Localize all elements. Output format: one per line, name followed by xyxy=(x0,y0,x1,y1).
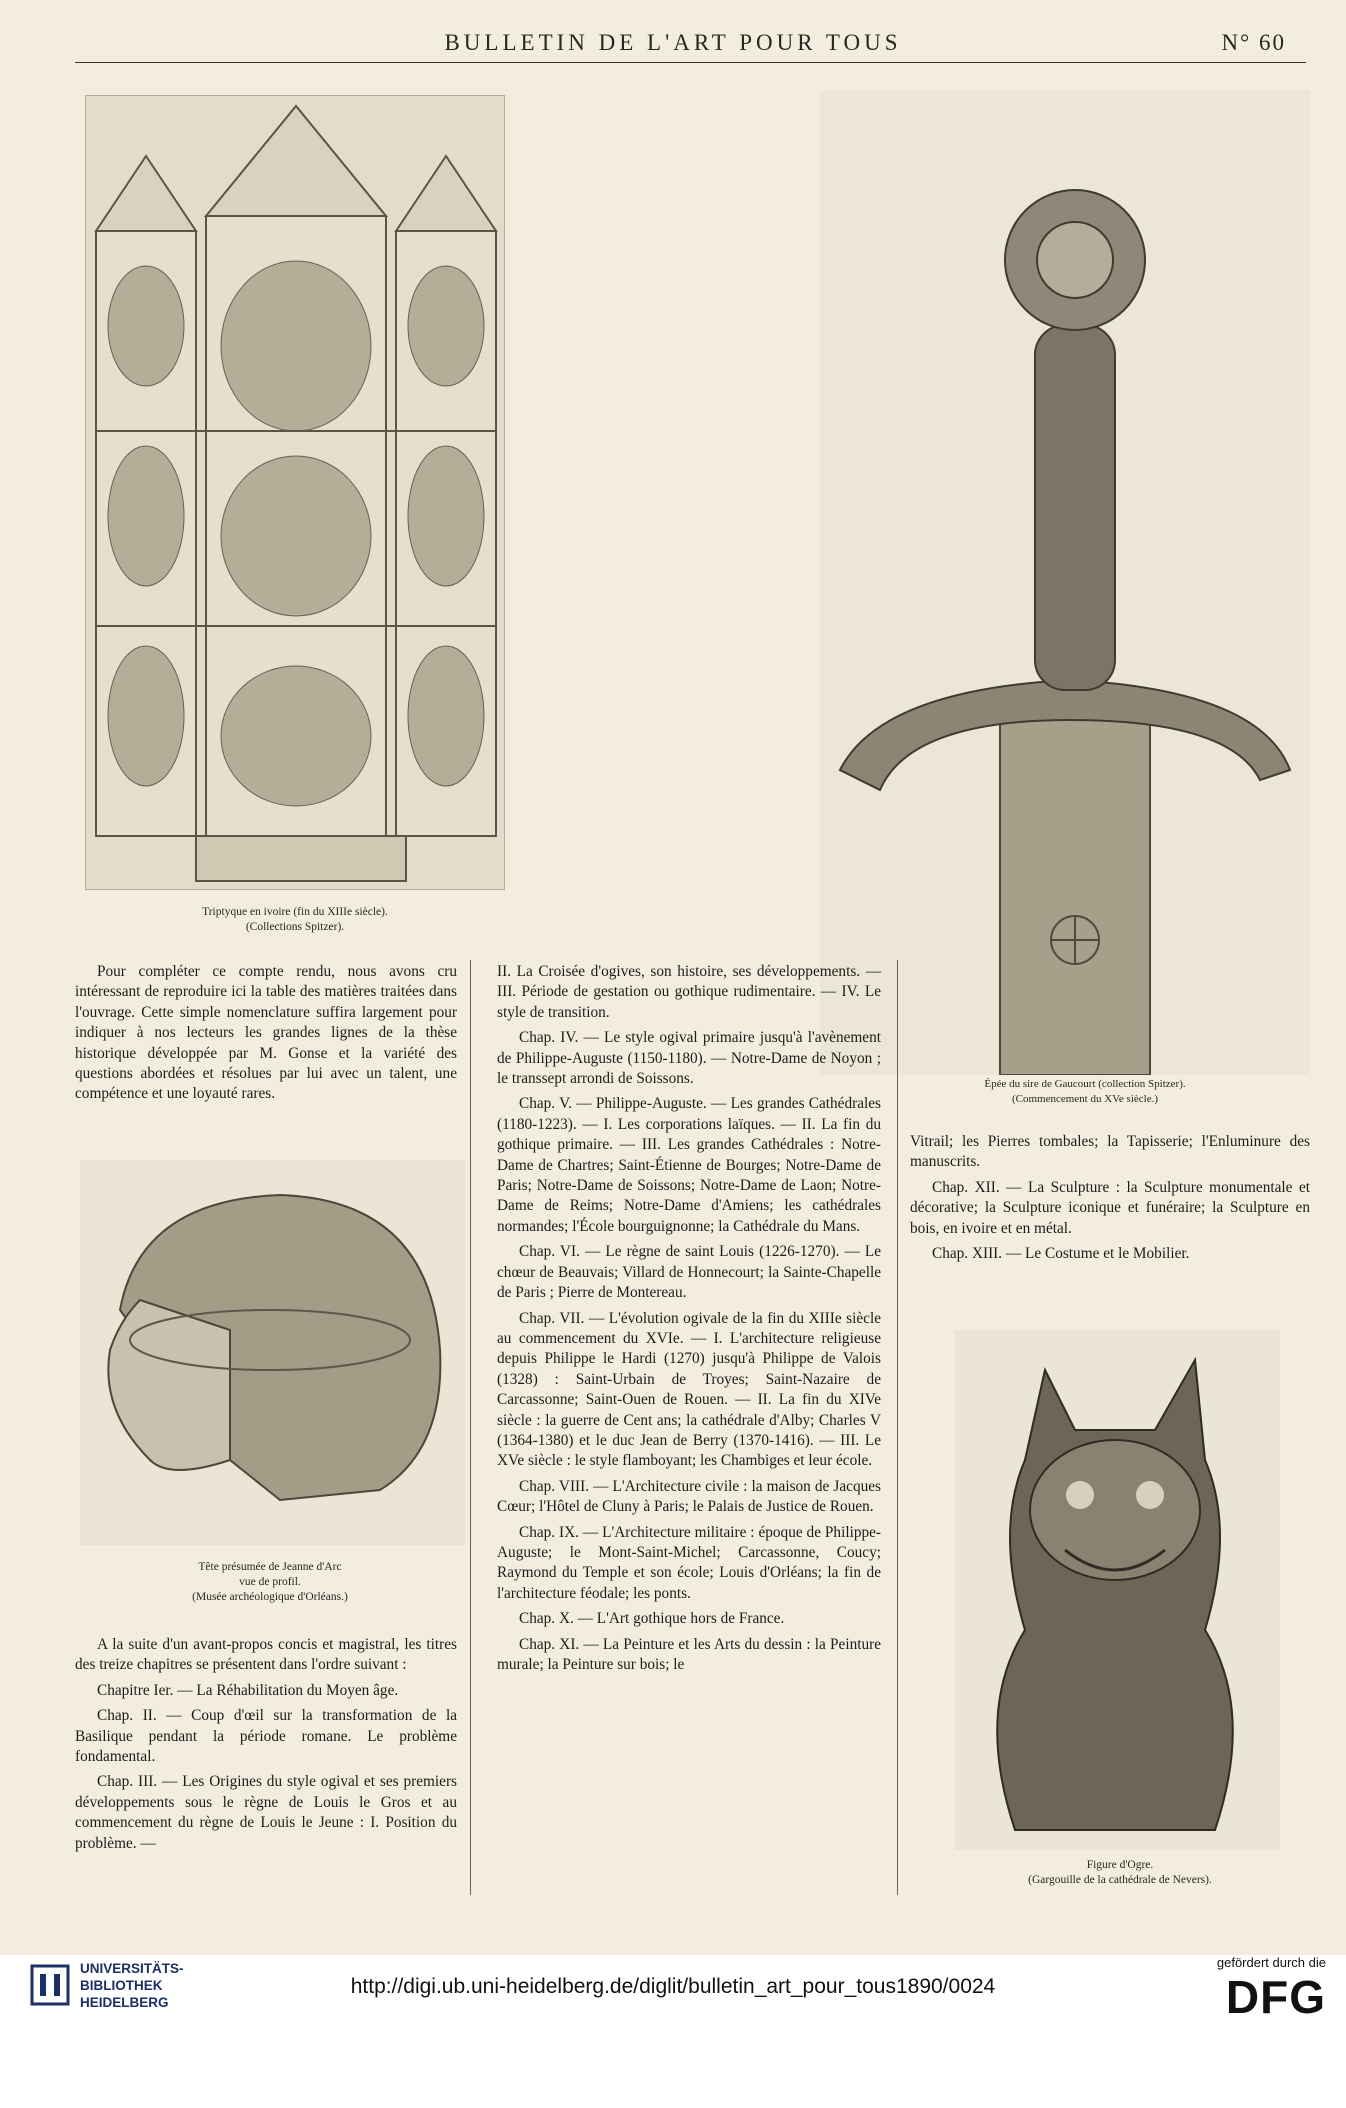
paragraph: Chap. IX. — L'Architecture militaire : époque de Philippe-Auguste; le Mont-Saint-Michel; Carcassonne, Coucy; Raymond du Temple et son école; Louis d'Orléans; la fin de l'architecture féodale; les ponts. xyxy=(497,1523,881,1602)
column-rule-1 xyxy=(470,960,471,1895)
permalink-url[interactable]: http://digi.ub.uni-heidelberg.de/diglit/bulletin_art_pour_tous1890/0024 xyxy=(350,1975,996,1998)
journal-title: BULLETIN DE L'ART POUR TOUS xyxy=(444,30,902,55)
paragraph: Chap. III. — Les Origines du style ogival et ses premiers développements sous le règne de Louis le Gros et au commencement du règne de Louis le Jeune : I. Position du problème. — xyxy=(75,1773,457,1852)
head-drawing xyxy=(80,1160,465,1545)
sword-caption-line1: Épée du sire de Gaucourt (collection Spitzer). xyxy=(984,1078,1186,1090)
sword-caption xyxy=(905,1077,1265,1107)
column-1-top xyxy=(75,962,457,1110)
library-line3: HEIDELBERG xyxy=(80,1995,169,2010)
paragraph: Vitrail; les Pierres tombales; la Tapisserie; l'Enluminure des manuscrits. xyxy=(910,1133,1310,1171)
triptych-caption-line1: Triptyque en ivoire (fin du XIIIe siècle). xyxy=(202,906,388,918)
sword-caption-line2: (Commencement du XVe siècle.) xyxy=(1011,1093,1158,1105)
paragraph: Chap. X. — L'Art gothique hors de France. xyxy=(519,1610,785,1628)
paragraph: Pour compléter ce compte rendu, nous avons cru intéressant de reproduire ici la table des matières traitées dans l'ouvrage. Cette simple nomenclature suffira largement pour indiquer à nos lecteurs les grandes lignes de la thèse historique développée par M. Gonse et la variété des questions abordées et résolues par lui avec un talent, une compétence et une loyauté rares. xyxy=(75,963,457,1103)
ogre-illustration xyxy=(955,1330,1280,1850)
header-rule xyxy=(75,62,1306,63)
paragraph: Chap. VIII. — L'Architecture civile : la maison de Jacques Cœur; l'Hôtel de Cluny à Paris; le Palais de Justice de Rouen. xyxy=(497,1477,881,1516)
sword-drawing xyxy=(820,90,1310,1075)
dfg-logo[interactable]: DFG xyxy=(1225,1971,1326,2023)
triptych-drawing xyxy=(86,96,505,890)
paragraph: Chap. V. — Philippe-Auguste. — Les grandes Cathédrales (1180-1223). — I. Les corporations laïques. — II. La fin du gothique primaire. — III. Les grandes Cathédrales : Notre-Dame de Chartres; Saint-Étienne de Bourges; Notre-Dame de Paris; Notre-Dame de Soissons; Notre-Dame de Laon; Notre-Dame de Reims; Notre-Dame d'Amiens; les cathédrales normandes; l'École bourguignonne; la Cathédrale du Mans. xyxy=(497,1095,881,1235)
triptych-caption-line2: (Collections Spitzer). xyxy=(245,921,345,933)
ogre-caption xyxy=(950,1858,1290,1888)
sword-illustration xyxy=(820,90,1310,1075)
ogre-caption-line1: Figure d'Ogre. xyxy=(1086,1859,1154,1871)
head-caption-line3: (Musée archéologique d'Orléans.) xyxy=(192,1591,348,1603)
head-caption-line2: vue de profil. xyxy=(239,1576,301,1588)
paragraph: Chap. VI. — Le règne de saint Louis (1226-1270). — Le chœur de Beauvais; Villard de Honnecourt; la Sainte-Chapelle de Paris ; Pierre de Montereau. xyxy=(497,1243,881,1302)
paragraph: Chap. II. — Coup d'œil sur la transformation de la Basilique pendant la période romane. Le problème fondamental. xyxy=(75,1707,457,1766)
ogre-drawing xyxy=(955,1330,1280,1850)
column-3 xyxy=(910,1132,1310,1269)
triptych-illustration xyxy=(85,95,505,890)
paragraph: Chap. IV. — Le style ogival primaire jusqu'à l'avènement de Philippe-Auguste (1150-1180). — Notre-Dame de Noyon ; le transsept arrondi de Soissons. xyxy=(497,1029,881,1088)
paragraph: Chapitre Ier. — La Réhabilitation du Moyen âge. xyxy=(97,1681,399,1699)
head-caption xyxy=(100,1560,440,1605)
library-line1: UNIVERSITÄTS- xyxy=(80,1961,184,1976)
library-line2: BIBLIOTHEK xyxy=(80,1978,163,1993)
paragraph: Chap. VII. — L'évolution ogivale de la fin du XIIIe siècle au commencement du XVIe. — I. L'architecture religieuse depuis Philippe le Hardi (1270) jusqu'à Philippe de Valois (1328) : Saint-Urbain de Troyes; Saint-Nazaire de Carcassonne; Saint-Ouen de Rouen. — II. La fin du XIVe siècle : la guerre de Cent ans; la cathédrale d'Alby; Charles V (1364-1380) et le duc Jean de Berry (1370-1416). — III. Le XVe siècle : le style flamboyant; les Chambiges et leur école. xyxy=(497,1309,881,1470)
column-1-bottom xyxy=(75,1635,457,1859)
paragraph: A la suite d'un avant-propos concis et magistral, les titres des treize chapitres se présentent dans l'ordre suivant : xyxy=(75,1636,457,1674)
paragraph: Chap. XIII. — Le Costume et le Mobilier. xyxy=(932,1245,1190,1263)
issue-number: N° 60 xyxy=(1221,30,1286,55)
head-caption-line1: Tête présumée de Jeanne d'Arc xyxy=(198,1561,342,1573)
paragraph: Chap. XII. — La Sculpture : la Sculpture monumentale et décorative; la Sculpture iconique et funéraire; la Sculpture en bois, en ivoire et en métal. xyxy=(910,1178,1310,1237)
head-illustration xyxy=(80,1160,465,1545)
paragraph: Chap. XI. — La Peinture et les Arts du dessin : la Peinture murale; la Peinture sur bois; le xyxy=(497,1635,881,1673)
funded-by-label: gefördert durch die xyxy=(1216,1955,1326,1970)
triptych-caption xyxy=(85,905,505,935)
ogre-caption-line2: (Gargouille de la cathédrale de Nevers). xyxy=(1028,1874,1212,1886)
column-rule-2 xyxy=(897,960,898,1895)
paragraph: II. La Croisée d'ogives, son histoire, ses développements. — III. Période de gestation ou gothique rudimentaire. — IV. Le style de transition. xyxy=(497,963,881,1021)
column-2 xyxy=(497,962,881,1680)
